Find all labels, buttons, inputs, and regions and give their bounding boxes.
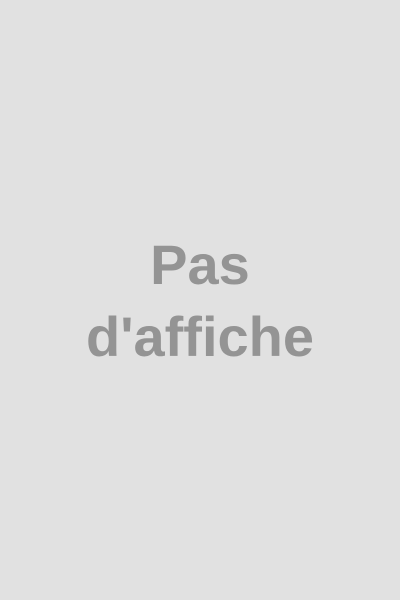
placeholder-message [0,229,400,373]
placeholder-line-2: d'affiche [85,305,315,368]
placeholder-line-1: Pas [150,233,250,296]
